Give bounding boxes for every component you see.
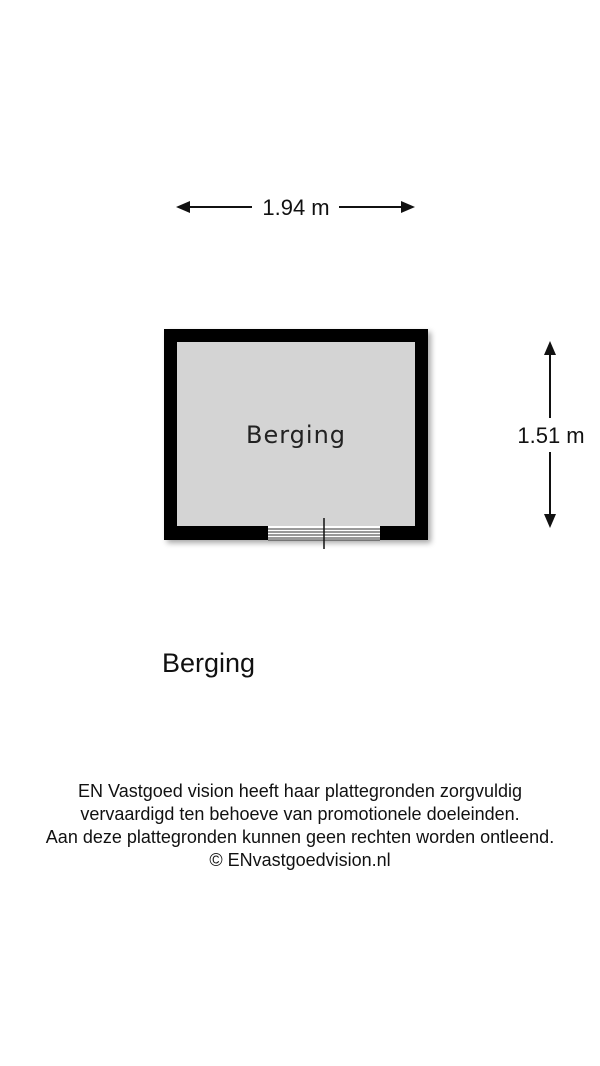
- width-label: 1.94 m: [262, 195, 330, 220]
- width-arrowhead-right: [401, 201, 415, 213]
- height-dimension: [517, 341, 584, 528]
- floor-name: Berging: [162, 648, 256, 678]
- width-arrowhead-left: [176, 201, 190, 213]
- room-label: Berging: [245, 421, 347, 449]
- disclaimer-line: EN Vastgoed vision heeft haar plattegronden zorgvuldig: [78, 781, 522, 801]
- height-label: 1.51 m: [517, 423, 585, 448]
- disclaimer-line: vervaardigd ten behoeve van promotionele doeleinden.: [80, 804, 520, 824]
- height-arrowhead-top: [544, 341, 556, 355]
- width-dimension: [176, 195, 415, 220]
- height-arrowhead-bottom: [544, 514, 556, 528]
- disclaimer-line: Aan deze plattegronden kunnen geen rechten worden ontleend.: [45, 827, 555, 847]
- copyright-line: © ENvastgoedvision.nl: [209, 850, 391, 870]
- disclaimer: [0, 780, 600, 872]
